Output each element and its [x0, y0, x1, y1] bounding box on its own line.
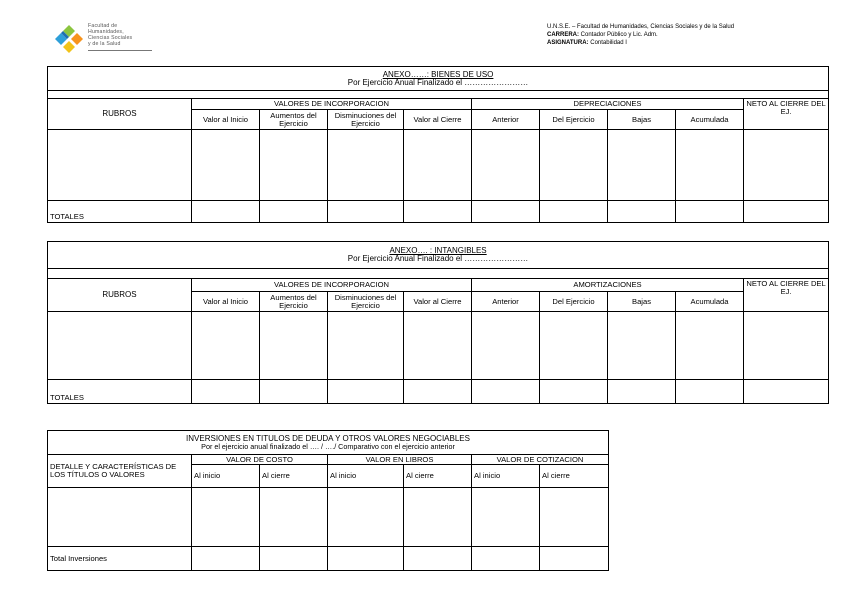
table-cell: [472, 130, 540, 201]
inversiones-title-cell: [48, 431, 609, 455]
table-cell: [260, 547, 328, 571]
intangibles-table: [47, 241, 829, 404]
bienes-subtitle: Por Ejercicio Anual Finalizado el ……………………: [347, 77, 529, 87]
table-cell: [608, 130, 676, 201]
table-cell: [608, 201, 676, 223]
table-cell: [260, 201, 328, 223]
table-cell: [744, 312, 829, 380]
table-cell: [328, 488, 404, 547]
rubros-header: RUBROS: [48, 99, 192, 130]
col-disminuciones: Disminuciones del Ejercicio: [328, 292, 404, 312]
valores-incorporacion-header: VALORES DE INCORPORACION: [192, 279, 472, 292]
institution-line: U.N.S.E. – Facultad de Humanidades, Ciencias Sociales y de la Salud: [547, 24, 735, 30]
inversiones-title: INVERSIONES EN TITULOS DE DEUDA Y OTROS VALORES NEGOCIABLES: [186, 433, 470, 443]
carrera-line: [547, 31, 734, 39]
col-al-inicio: Al inicio: [328, 465, 404, 488]
table-cell: [540, 547, 609, 571]
spacer-row: [48, 91, 829, 99]
totales-row: [48, 201, 829, 223]
neto-cierre-header: NETO AL CIERRE DEL EJ.: [744, 99, 829, 130]
spacer-row: [48, 269, 829, 279]
table-cell: [404, 312, 472, 380]
inversiones-table: [47, 430, 609, 571]
valor-costo-header: VALOR DE COSTO: [192, 455, 328, 465]
table-cell: [192, 547, 260, 571]
document-header: [547, 23, 734, 47]
col-al-cierre: Al cierre: [540, 465, 609, 488]
table-row: [48, 312, 829, 380]
table-cell: [328, 380, 404, 404]
table-cell: [676, 380, 744, 404]
table-cell: [744, 380, 829, 404]
table-cell: [472, 547, 540, 571]
table-cell: [472, 488, 540, 547]
col-al-cierre: Al cierre: [404, 465, 472, 488]
table-cell: [404, 201, 472, 223]
bienes-title-cell: [48, 67, 829, 91]
faculty-logo: [52, 22, 152, 58]
col-al-inicio: Al inicio: [192, 465, 260, 488]
table-cell: [192, 312, 260, 380]
col-acumulada: Acumulada: [676, 110, 744, 130]
table-cell: [328, 547, 404, 571]
table-cell: [260, 380, 328, 404]
table-cell: [48, 130, 192, 201]
col-aumentos: Aumentos del Ejercicio: [260, 292, 328, 312]
table-cell: [192, 201, 260, 223]
col-valor-inicio: Valor al Inicio: [192, 292, 260, 312]
table-cell: [48, 488, 192, 547]
table-row: [48, 130, 829, 201]
table-cell: [404, 488, 472, 547]
asignatura-label: ASIGNATURA:: [547, 40, 589, 46]
table-cell: [260, 130, 328, 201]
amortizaciones-header: AMORTIZACIONES: [472, 279, 744, 292]
table-cell: [540, 488, 609, 547]
col-disminuciones: Disminuciones del Ejercicio: [328, 110, 404, 130]
carrera-label: CARRERA:: [547, 32, 579, 38]
col-del-ejercicio: Del Ejercicio: [540, 110, 608, 130]
table-cell: [328, 130, 404, 201]
faculty-logo-icon: [52, 22, 86, 56]
table-cell: [540, 130, 608, 201]
table-cell: [328, 312, 404, 380]
table-cell: [192, 130, 260, 201]
table-cell: [328, 201, 404, 223]
table-cell: [260, 488, 328, 547]
table-cell: [676, 312, 744, 380]
logo-line-3: Ciencias Sociales: [88, 35, 133, 41]
col-acumulada: Acumulada: [676, 292, 744, 312]
total-inversiones-label: Total Inversiones: [48, 547, 192, 571]
table-cell: [540, 312, 608, 380]
col-valor-inicio: Valor al Inicio: [192, 110, 260, 130]
intangibles-subtitle: Por Ejercicio Anual Finalizado el ……………………: [347, 254, 529, 263]
table-cell: [540, 201, 608, 223]
table-cell: [192, 380, 260, 404]
col-al-inicio: Al inicio: [472, 465, 540, 488]
asignatura-value: Contabilidad I: [590, 40, 627, 46]
bienes-de-uso-table: [47, 66, 829, 223]
col-bajas: Bajas: [608, 110, 676, 130]
col-bajas: Bajas: [608, 292, 676, 312]
col-anterior: Anterior: [472, 110, 540, 130]
logo-text: [88, 23, 132, 47]
intangibles-title-cell: [48, 242, 829, 269]
inversiones-subtitle: Por el ejercicio anual finalizado el …. / …./ Comparativo con el ejercicio anterior: [201, 441, 455, 451]
col-valor-cierre: Valor al Cierre: [404, 110, 472, 130]
table-row: [48, 488, 609, 547]
totales-label: TOTALES: [48, 380, 192, 404]
table-cell: [472, 312, 540, 380]
bienes-title: ANEXO……: BIENES DE USO: [382, 69, 494, 79]
valor-libros-header: VALOR EN LIBROS: [328, 455, 472, 465]
totales-label: TOTALES: [48, 201, 192, 223]
table-cell: [540, 380, 608, 404]
logo-line-2: Humanidades,: [88, 29, 124, 35]
col-aumentos: Aumentos del Ejercicio: [260, 110, 328, 130]
valores-incorporacion-header: VALORES DE INCORPORACION: [192, 99, 472, 110]
logo-line-4: y de la Salud: [88, 41, 121, 47]
detalle-header: DETALLE Y CARACTERÍSTICAS DE LOS TÍTULOS O VALORES: [48, 455, 192, 488]
table-cell: [48, 312, 192, 380]
total-row: [48, 547, 609, 571]
col-del-ejercicio: Del Ejercicio: [540, 292, 608, 312]
asignatura-line: [547, 39, 734, 47]
table-cell: [608, 312, 676, 380]
table-cell: [472, 201, 540, 223]
table-cell: [744, 130, 829, 201]
col-al-cierre: Al cierre: [260, 465, 328, 488]
table-cell: [192, 488, 260, 547]
table-cell: [404, 380, 472, 404]
valor-cotizacion-header: VALOR DE COTIZACION: [472, 455, 609, 465]
table-cell: [472, 380, 540, 404]
table-cell: [404, 130, 472, 201]
logo-line-1: Facultad de: [88, 23, 118, 29]
col-anterior: Anterior: [472, 292, 540, 312]
col-valor-cierre: Valor al Cierre: [404, 292, 472, 312]
depreciaciones-header: DEPRECIACIONES: [472, 99, 744, 110]
table-cell: [404, 547, 472, 571]
totales-row: [48, 380, 829, 404]
table-cell: [676, 130, 744, 201]
intangibles-title: ANEXO…. : INTANGIBLES: [389, 246, 487, 255]
neto-cierre-header: NETO AL CIERRE DEL EJ.: [744, 279, 829, 312]
table-cell: [676, 201, 744, 223]
table-cell: [744, 201, 829, 223]
table-cell: [608, 380, 676, 404]
logo-divider: [88, 50, 152, 51]
rubros-header: RUBROS: [48, 279, 192, 312]
carrera-value: Contador Público y Lic. Adm.: [580, 32, 658, 38]
table-cell: [260, 312, 328, 380]
